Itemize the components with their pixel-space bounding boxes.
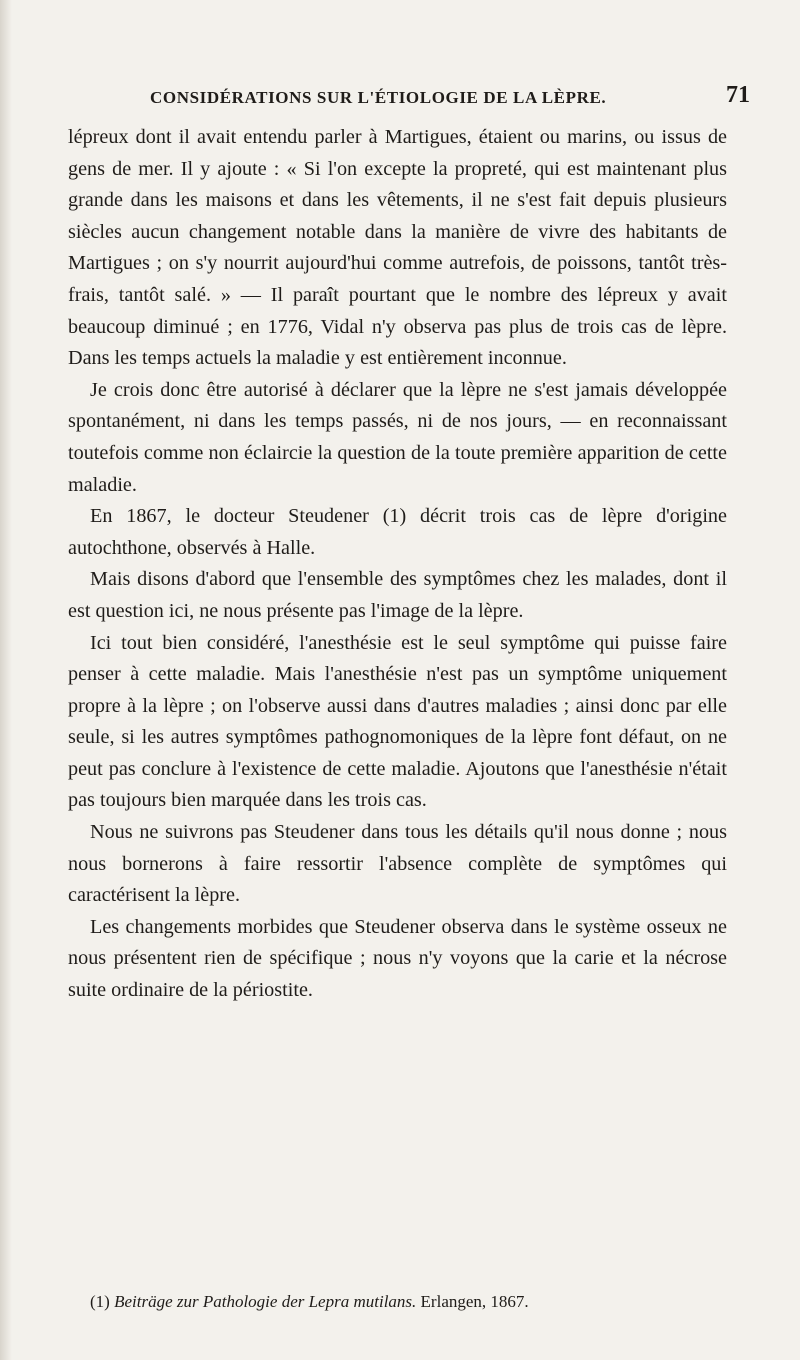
paragraph-continuation: lépreux dont il avait entendu parler à Martigues, étaient ou marins, ou issus de gens de mer. Il y ajoute : « Si l'on excepte la propreté, qui est maintenant plus grande dans les maisons et dans les vêtements, il ne s'est fait depuis plusieurs siècles aucun changement notable dans la manière de vivre des habitants de Martigues ; on s'y nourrit aujourd'hui comme autrefois, de poissons, tantôt très-frais, tantôt salé. » — Il paraît pourtant que le nombre des lépreux y avait beaucoup diminué ; en 1776, Vidal n'y observa pas plus de trois cas de lèpre. Dans les temps actuels la maladie y est entièrement inconnue.	[68, 126, 727, 370]
footnote-marker: (1)	[90, 1292, 110, 1311]
footnote	[90, 1292, 730, 1312]
page-number: 71	[726, 82, 750, 108]
footnote-title: Beiträge zur Pathologie der Lepra mutilans.	[114, 1292, 417, 1311]
body-text	[68, 122, 727, 1007]
paragraph: Ici tout bien considéré, l'anesthésie est le seul symptôme qui puisse faire penser à cette maladie. Mais l'anesthésie n'est pas un symptôme uniquement propre à la lèpre ; on l'observe aussi dans d'autres maladies ; ainsi donc par elle seule, si les autres symptômes pathognomoniques de la lèpre font défaut, on ne peut pas conclure à l'existence de cette maladie. Ajoutons que l'anesthésie n'était pas toujours bien marquée dans les trois cas.	[68, 631, 727, 812]
running-head: CONSIDÉRATIONS SUR L'ÉTIOLOGIE DE LA LÈPRE.	[150, 88, 607, 107]
page-spine-shadow	[0, 0, 12, 1360]
paragraph: Les changements morbides que Steudener observa dans le système osseux ne nous présentent rien de spécifique ; nous n'y voyons que la carie et la nécrose suite ordinaire de la périostite.	[68, 915, 727, 1002]
paragraph: Je crois donc être autorisé à déclarer que la lèpre ne s'est jamais développée spontanément, ni dans les temps passés, ni de nos jours, — en reconnaissant toutefois comme non éclaircie la question de la toute première apparition de cette maladie.	[68, 378, 727, 496]
footnote-place-year: Erlangen, 1867.	[420, 1292, 529, 1311]
paragraph: En 1867, le docteur Steudener (1) décrit trois cas de lèpre d'origine autochthone, observés à Halle.	[68, 505, 727, 559]
paragraph: Mais disons d'abord que l'ensemble des symptômes chez les malades, dont il est question ici, ne nous présente pas l'image de la lèpre.	[68, 568, 727, 622]
paragraph: Nous ne suivrons pas Steudener dans tous les détails qu'il nous donne ; nous nous bornerons à faire ressortir l'absence complète de symptômes qui caractérisent la lèpre.	[68, 821, 727, 907]
